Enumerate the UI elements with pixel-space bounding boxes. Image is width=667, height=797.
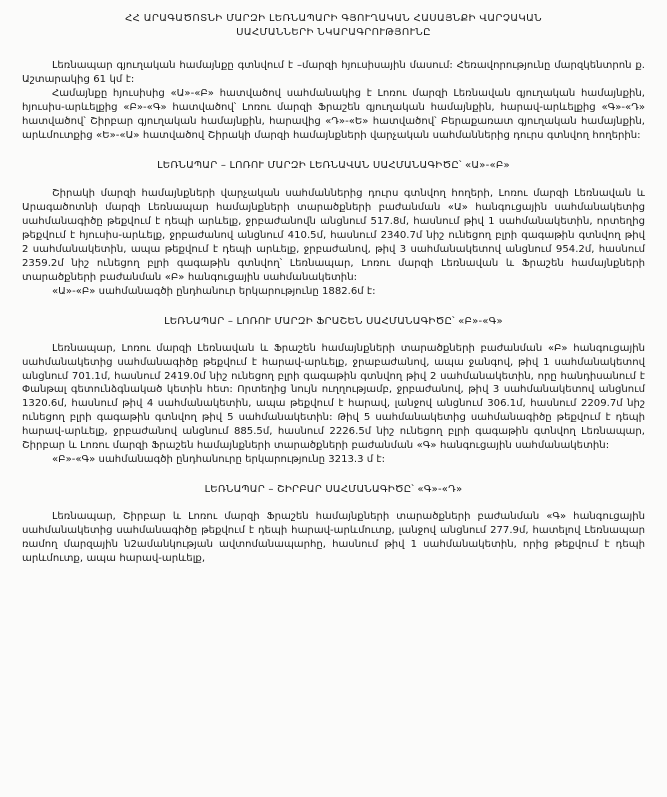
document-title bbox=[22, 12, 645, 40]
section-body-ab: Շիրակի մարզի համայնքների վարչական սահմաններից դուրս գտնվող հողերի, Լոռու մարզի Լեռնավան և Արագածոտնի մարզի Լեռնապար համայնքների տարածքների բաժանման «Ա» հանգուցային սահմանակետից սահմանագիծը թեքվում է դեպի արևելք, ջրբաժանովն անցնում 517.8մ, հասնում թիվ 1 սահմանակետին, որտեղից թեքվում է հյուսիս-արևելք, ջրբաժանով անցնում 410.5մ, հասնում 2340.7մ նիշ ունեցող բլրի գագաթին գտնվող թիվ 2 սահմանակետին, ապա թեքվում է դեպի արևելք, ջրբաժանով, թիվ 3 սահմանակետով անցնում 954.2մ, հասնում 2359.2մ նիշ ունեցող բլրի գագաթին գտնվող՝ Լեռնապար, Լոռու մարզի Լեռնավան և Ֆրաշեն համայնքների տարածքների բաժանման «Բ» հանգուցային սահմանակետին: bbox=[22, 188, 645, 283]
section-heading-bg: ԼԵՌՆԱՊԱՐ – ԼՈՌՈՒ ՄԱՐԶԻ ՖՐԱՇԵՆ ՍԱՀՄԱՆԱԳԻԾԸ՝ «Բ»-«Գ» bbox=[164, 315, 503, 327]
document-title-line-2: ՍԱՀՄԱՆՆԵՐԻ ՆԿԱՐԱԳՐՈՒԹՅՈՒՆԸ bbox=[236, 27, 431, 38]
section-heading-ab: ԼԵՌՆԱՊԱՐ – ԼՈՌՈՒ ՄԱՐԶԻ ԼԵՌՆԱՎԱՆ ՍԱՀՄԱՆԱԳԻԾԸ՝ «Ա»-«Բ» bbox=[157, 160, 510, 172]
section-heading-gd: ԼԵՌՆԱՊԱՐ – ՇԻՐԲԱՐ ՍԱՀՄԱՆԱԳԻԾԸ՝ «Գ»-«Դ» bbox=[204, 483, 463, 495]
intro-paragraph-2: Համայնքը հյուսիսից «Ա»-«Բ» հատվածով սահմանակից է Լոռու մարզի Լեռնավան գյուղական համայնքին, հյուսիս-արևելքից «Բ»-«Գ» հատվածով՝ Լոռու մարզի Ֆրաշեն գյուղական համայնքին, հարավ-արևելքից «Գ»-«Դ» հատվածով՝ Շիրբար գյուղական համայնքին, հարավից «Դ»-«Ե» հատվածով՝ Բերաքառատ գյուղական համայնքին, արևմուտքից «Ե»-«Ա» հատվածով Շիրակի մարզի համայնքների վարչական սահմաններից դուրս գտնվող հողերին: bbox=[22, 87, 645, 141]
section-closing-bg: «Բ»-«Գ» սահմանագծի ընդհանուրը երկարությունը 3213.3 մ է: bbox=[52, 453, 385, 465]
document-title-line-1: ՀՀ ԱՐԱԳԱԾՈՏՆԻ ՄԱՐԶԻ ԼԵՌՆԱՊԱՐԻ ԳՅՈՒՂԱԿԱՆ ՀԱՍԱՅՆՔԻ ՎԱՐՉԱԿԱՆ bbox=[125, 13, 542, 24]
intro-paragraph-1: Լեռնապար գյուղական համայնքը գտնվում է –մարզի հյուսիսային մասում: Հեռավորությունը մարզկենտրոն ք. Աշտարակից 61 կմ է: bbox=[22, 60, 645, 85]
section-body-gd: Լեռնապար, Շիրբար և Լոռու մարզի Ֆրաշեն համայնքների տարածքների բաժանման «Գ» հանգուցային սահմանակետից սահմանագիծը թեքվում է դեպի հարավ-արևմուտք, լանջով անցնում 277.9մ, հատելով Լեռնապար ռամող մարզային ն2ամանկության ավտոմանապարհը, հասնում թիվ 1 սահմանակետին, որից թեքվում է դեպի արևմուտք, ապա հարավ-արևելք, bbox=[22, 510, 645, 564]
section-closing-ab: «Ա»-«Բ» սահմանագծի ընդհանուր երկարությունը 1882.6մ է: bbox=[52, 285, 376, 297]
title-spacer bbox=[22, 40, 645, 46]
section-body-bg: Լեռնապար, Լոռու մարզի Լեռնավան և Ֆրաշեն համայնքների տարածքների բաժանման «Բ» հանգուցային սահմանակետից սահմանագիծը թեքվում է հարավ-արևելք, ջրաբաժանով, ապա ջանգով, թիվ 1 սահմանակետով անցնում 701.1մ, հասնում 2419.0մ նիշ ունեցող բլրի գագաթին գտնվող թիվ 2 սահմանակետին, որը հանդիսանում է Փանթալ գետունձգնակած կետին հետ: Որտեղից նույն ուղղությամբ, ջրբաժանով, թիվ 3 սահմանակետով անցնում 1320.6մ, հասնում թիվ 4 սահմանակետին, ապա թեքվում է հարավ, լանջով անցնում 306.1մ, հասնում 2209.7մ նիշ ունեցող բլրի գագաթին գտնվող թիվ 5 սահմանակետին: Թիվ 5 սահմանակետից սահմանագիծը թեքվում է դեպի հարավ-արևելք, ջրբաժանով անցնում 885.5մ, հասնում 2226.5մ նիշ ունեցող բլրի գագաթին գտնվող Լեռնապար, Շիրբար և Լոռու մարզի Ֆրաշեն համայնքների տարածքների բաժանման «Գ» հանգուցային սահմանակետին: bbox=[22, 342, 645, 452]
